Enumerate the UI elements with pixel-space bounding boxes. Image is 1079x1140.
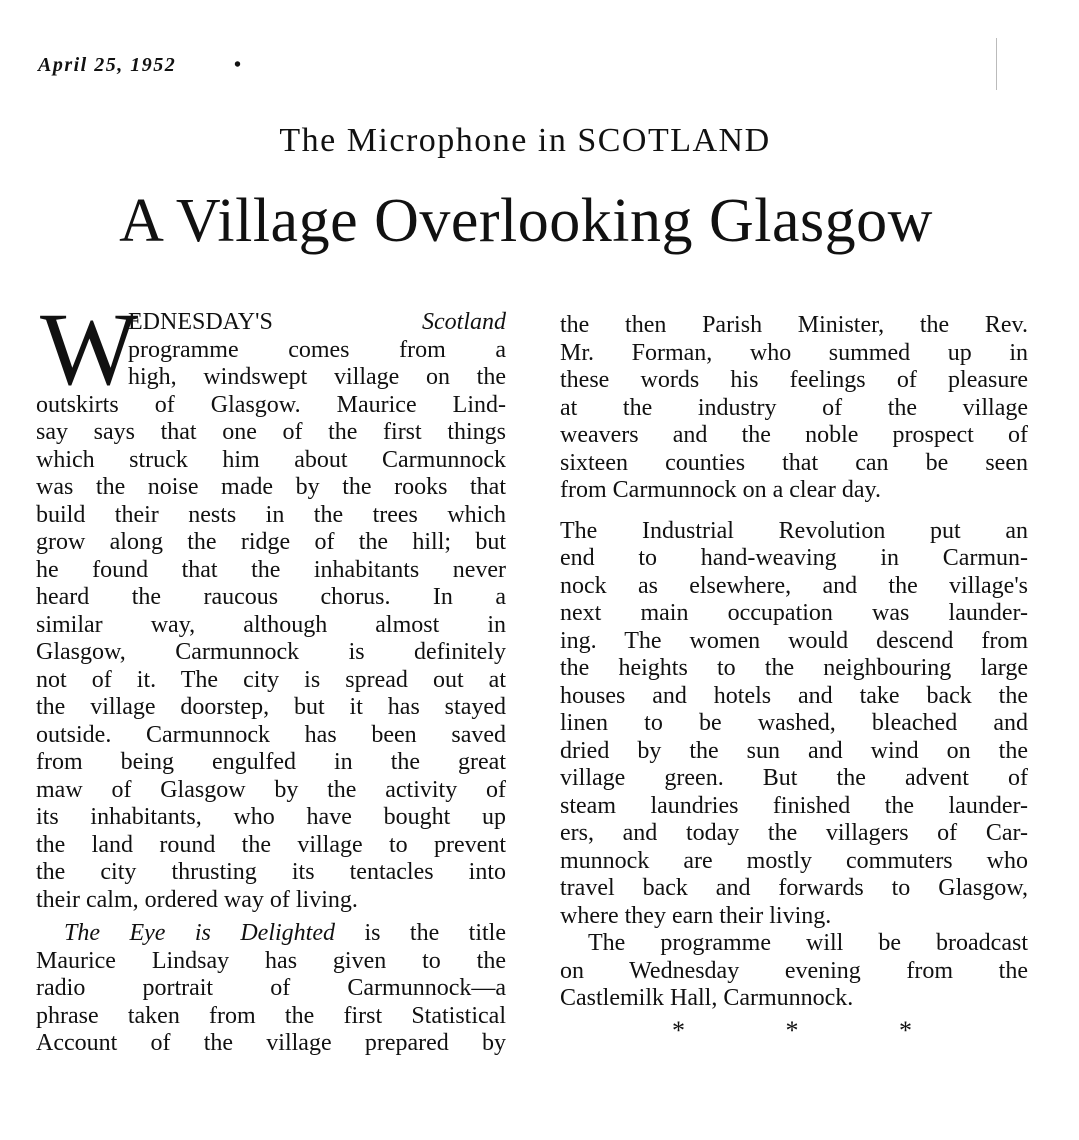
text-line: houses and hotels and take back the xyxy=(560,682,1028,709)
asterisk-mark: * xyxy=(672,1016,685,1045)
text-line: steam laundries finished the launder- xyxy=(560,792,1028,819)
text-line: these words his feelings of pleasure xyxy=(560,367,1028,393)
text-line: The Eye is Delighted is the title xyxy=(64,920,506,946)
text-line: build their nests in the trees which xyxy=(36,501,506,528)
text-line: The Industrial Revolution put an xyxy=(560,517,1028,544)
text-line: say says that one of the first things xyxy=(36,419,506,445)
broadcast-title: The Eye is Delighted xyxy=(64,920,335,946)
text-line: sixteen counties that can be seen xyxy=(560,449,1028,476)
text-line: similar way, although almost in xyxy=(36,611,506,638)
text-line: outskirts of Glasgow. Maurice Lind- xyxy=(36,391,506,418)
date-bullet: • xyxy=(234,54,242,76)
asterisk-mark: * xyxy=(785,1016,799,1045)
text-line: Mr. Forman, who summed up in xyxy=(560,339,1028,366)
text-line: EDNESDAY'S Scotland xyxy=(128,309,506,335)
programme-name: Scotland xyxy=(422,309,506,335)
text-line: end to hand-weaving in Carmun- xyxy=(560,545,1028,571)
text-line: was the noise made by the rooks that xyxy=(36,474,506,500)
text-line: which struck him about Carmunnock xyxy=(36,446,506,473)
text-line: the heights to the neighbouring large xyxy=(560,655,1028,681)
text-line: programme comes from a xyxy=(128,336,506,363)
page-edge-line xyxy=(996,38,997,90)
text-line: weavers and the noble prospect of xyxy=(560,422,1028,448)
text-line: Maurice Lindsay has given to the xyxy=(36,947,506,974)
article-column-right xyxy=(560,312,1028,1013)
drop-cap-letter: W xyxy=(40,292,139,407)
text-line: outside. Carmunnock has been saved xyxy=(36,721,506,748)
text-line: their calm, ordered way of living. xyxy=(36,886,358,913)
text-line: dried by the sun and wind on the xyxy=(560,737,1028,764)
text-line: grow along the ridge of the hill; but xyxy=(36,529,506,555)
text-line: on Wednesday evening from the xyxy=(560,957,1028,984)
text-line: its inhabitants, who have bought up xyxy=(36,804,506,830)
text-line: The programme will be broadcast xyxy=(588,930,1028,956)
article-headline: A Village Overlooking Glasgow xyxy=(119,187,933,255)
paragraph-gap xyxy=(560,505,1028,518)
text-line: travel back and forwards to Glasgow, xyxy=(560,875,1028,901)
text-line: linen to be washed, bleached and xyxy=(560,710,1028,736)
issue-date: April 25, 1952 xyxy=(38,54,177,76)
section-separator xyxy=(672,1016,912,1046)
text-line: next main occupation was launder- xyxy=(560,600,1028,626)
text-line: Glasgow, Carmunnock is definitely xyxy=(36,639,506,665)
text-line: village green. But the advent of xyxy=(560,765,1028,791)
article-column-left xyxy=(36,292,506,1058)
text-line: the land round the village to prevent xyxy=(36,831,506,858)
text-line: Castlemilk Hall, Carmunnock. xyxy=(560,985,854,1011)
text-line: ers, and today the villagers of Car- xyxy=(560,820,1028,846)
text-line: the village doorstep, but it has stayed xyxy=(36,694,506,720)
text-line: radio portrait of Carmunnock—a xyxy=(36,975,506,1001)
text-line: at the industry of the village xyxy=(560,394,1028,421)
text-line: maw of Glasgow by the activity of xyxy=(36,776,506,803)
text-line: from Carmunnock on a clear day. xyxy=(560,477,881,503)
asterisk-mark: * xyxy=(899,1016,912,1045)
text-line: where they earn their living. xyxy=(560,902,832,929)
text-line: from being engulfed in the great xyxy=(36,749,506,775)
text-line: ing. The women would descend from xyxy=(560,627,1028,654)
text-line: munnock are mostly commuters who xyxy=(560,847,1028,874)
text-line: he found that the inhabitants never xyxy=(36,556,506,583)
text-line: nock as elsewhere, and the village's xyxy=(560,572,1028,599)
section-kicker: The Microphone in SCOTLAND xyxy=(279,122,771,159)
text-line: not of it. The city is spread out at xyxy=(36,666,506,693)
text-line: phrase taken from the first Statistical xyxy=(36,1002,506,1029)
text-line: high, windswept village on the xyxy=(128,364,506,390)
text-line: the then Parish Minister, the Rev. xyxy=(560,312,1028,338)
text-line: Account of the village prepared by xyxy=(36,1030,506,1056)
text-line: the city thrusting its tentacles into xyxy=(36,859,506,885)
text-line: heard the raucous chorus. In a xyxy=(36,584,506,610)
